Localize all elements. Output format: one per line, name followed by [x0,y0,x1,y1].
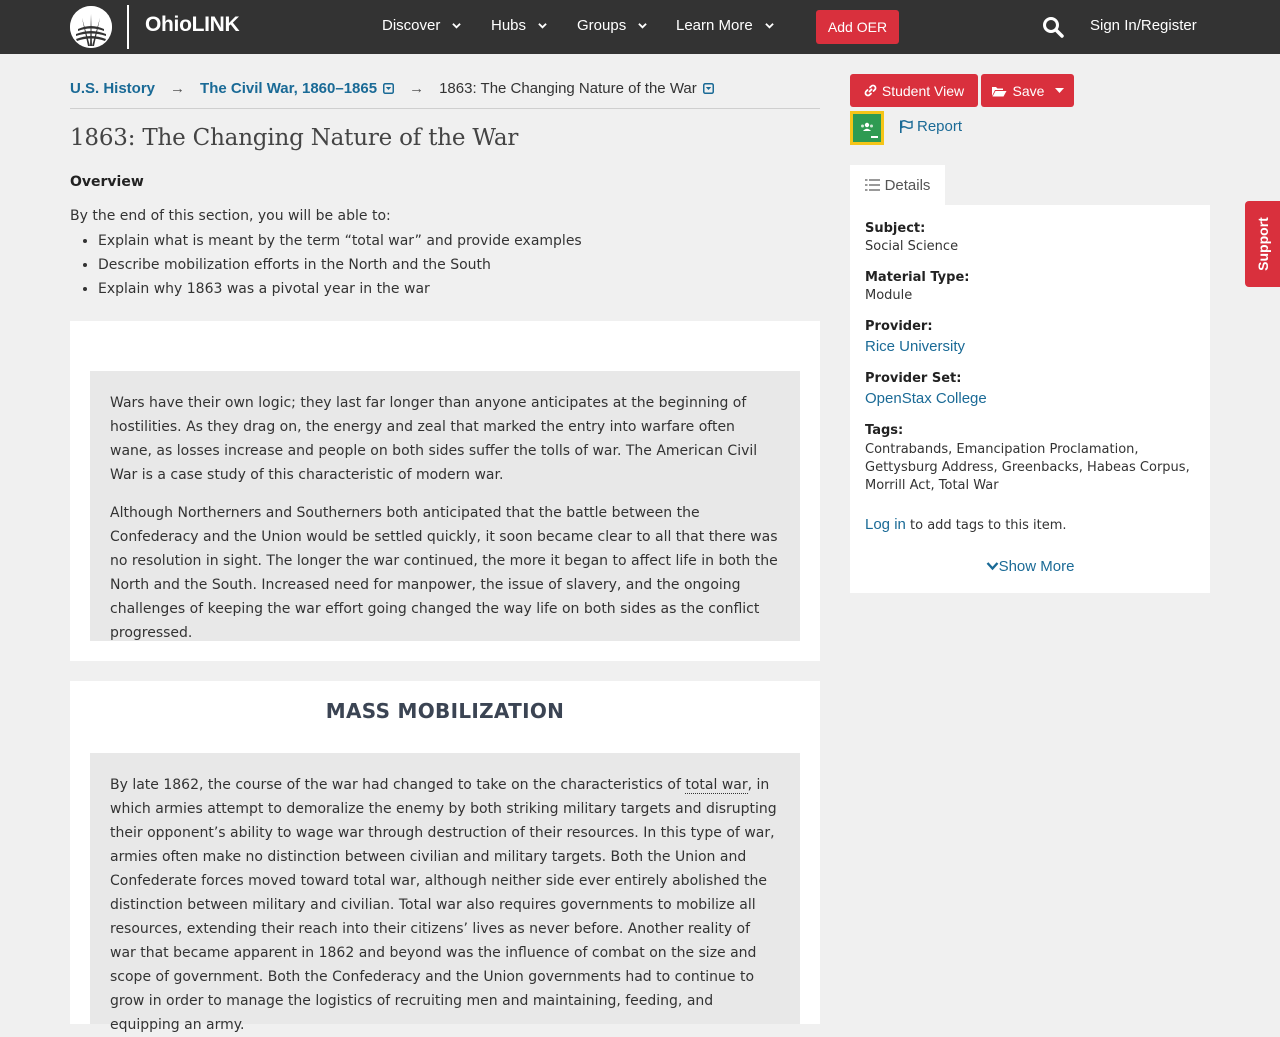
section-text-box [90,753,800,1033]
objective-item: • Explain why 1863 was a pivotal year in the war [98,280,582,304]
chevron-down-icon [765,21,774,30]
breadcrumb-civil-war[interactable] [200,80,394,97]
save-button[interactable] [981,74,1074,107]
breadcrumb-separator: → [170,80,186,97]
objective-item: • Explain what is meant by the term “total war” and provide examples [98,232,582,256]
nav-discover-label: Discover [382,17,441,34]
support-label: Support [1254,217,1271,271]
caret-down-icon [1055,88,1064,94]
breadcrumb-current-label: 1863: The Changing Nature of the War [439,80,697,97]
login-to-tag [865,516,1067,533]
sign-in-register-link[interactable]: Sign In/Register [1090,17,1197,34]
show-more-label: Show More [998,558,1075,575]
flag-icon [899,120,913,133]
breadcrumb-civil-war-label: The Civil War, 1860–1865 [200,80,378,97]
provider-label: Provider: [865,319,933,334]
breadcrumb-us-history[interactable]: U.S. History [70,80,156,97]
breadcrumb [70,80,820,109]
section-text-start: By late 1862, the course of the war had changed to take on the characteristics of [110,777,686,793]
overview-intro: By the end of this section, you will be able to: [70,208,391,224]
breadcrumb-separator: → [409,80,425,97]
section-heading: MASS MOBILIZATION [325,699,565,723]
section-text-rest: , in which armies attempt to demoralize the enemy by both striking military targets and disrupting their opponent’s ability to wage war through destruction of their resources. In this type of war, armies often make no distinction between civilian and military targets. Both the Union and Confederate forces moved toward total war, although neither side ever entirely abolished the distinction between military and civilian. Total war also requires governments to mobilize all resources, extending their reach into their citizens’ lives as never before. Another reality of war that became apparent in 1862 and beyond was the influence of combat on the size and scope of government. Both the Confederacy and the Union governments had to continue to grow in order to manage the logistics of recruiting men and maintaining, feeding, and equipping an army. [110,777,777,1033]
student-view-button[interactable] [850,74,978,107]
login-to-tag-text: to add tags to this item. [905,518,1067,533]
caret-square-down-icon[interactable] [383,83,394,94]
nav-hubs[interactable] [491,17,547,34]
search-icon[interactable] [1042,16,1064,38]
tab-details[interactable] [850,165,945,205]
subject-value: Social Science [865,239,959,254]
intro-paragraph: Although Northerners and Southerners both anticipated that the battle between the Confederacy and the Union would be settled quickly, it soon became clear to all that there was no resolution in sight. The longer the war continued, the more it began to affect life in both the North and the South. Increased need for manpower, the issue of slavery, and the ongoing challenges of keeping the war effort going changed the way life on both sides as the conflict progressed. [110,505,778,641]
glossary-term-total-war[interactable]: total war [685,777,748,793]
objective-item: • Describe mobilization efforts in the North and the South [98,256,582,280]
log-in-link[interactable]: Log in [865,516,906,533]
nav-discover[interactable] [382,17,461,34]
link-icon [864,84,877,97]
page-title: 1863: The Changing Nature of the War [70,125,519,151]
chevron-down-icon [452,21,461,30]
show-more-button[interactable] [850,558,1210,575]
add-oer-button[interactable]: Add OER [816,10,899,44]
ohiolink-logo-icon[interactable] [70,6,112,48]
report-link[interactable] [899,118,962,135]
nav-groups[interactable] [577,17,647,34]
logo-divider [127,5,129,49]
nav-learn-more-label: Learn More [676,17,753,34]
report-label: Report [917,118,963,135]
student-view-label: Student View [881,82,965,99]
top-navbar [0,0,1280,54]
provider-link[interactable]: Rice University [865,338,966,355]
section-card [70,681,820,1033]
provider-set-link[interactable]: OpenStax College [865,390,987,407]
nav-hubs-label: Hubs [491,17,527,34]
subject-label: Subject: [865,221,926,236]
overview-heading: Overview [70,174,144,190]
section-paragraph [110,773,780,1037]
details-panel [850,205,1210,593]
intro-card [70,321,820,661]
provider-set-label: Provider Set: [865,371,962,386]
google-classroom-share-icon[interactable] [850,111,884,145]
tab-details-label: Details [884,176,931,194]
chevron-down-icon [538,21,547,30]
folder-open-icon [991,85,1007,97]
brand-name[interactable]: OhioLINK [145,13,240,36]
caret-square-down-icon[interactable] [703,83,714,94]
intro-text-box [90,371,800,641]
nav-learn-more[interactable] [676,17,774,34]
tags-label: Tags: [865,423,904,438]
tags-value: Contrabands, Emancipation Proclamation, Gettysburg Address, Greenbacks, Habeas Corpus, Morrill Act, Total War [865,442,1190,493]
save-label: Save [1012,82,1045,99]
nav-groups-label: Groups [577,17,627,34]
material-type-value: Module [865,288,913,303]
learning-objectives-list [98,232,582,304]
breadcrumb-current [439,80,714,97]
chevron-down-icon [638,21,647,30]
chevron-down-icon [986,561,999,571]
list-icon [865,179,880,191]
intro-paragraph: Wars have their own logic; they last far longer than anyone anticipates at the beginning of hostilities. As they drag on, the energy and zeal that marked the entry into warfare often wane, as losses increase and people on both sides suffer the tolls of war. The American Civil War is a case study of this characteristic of modern war. [110,395,758,483]
support-tab[interactable] [1245,201,1280,287]
material-type-label: Material Type: [865,270,970,285]
